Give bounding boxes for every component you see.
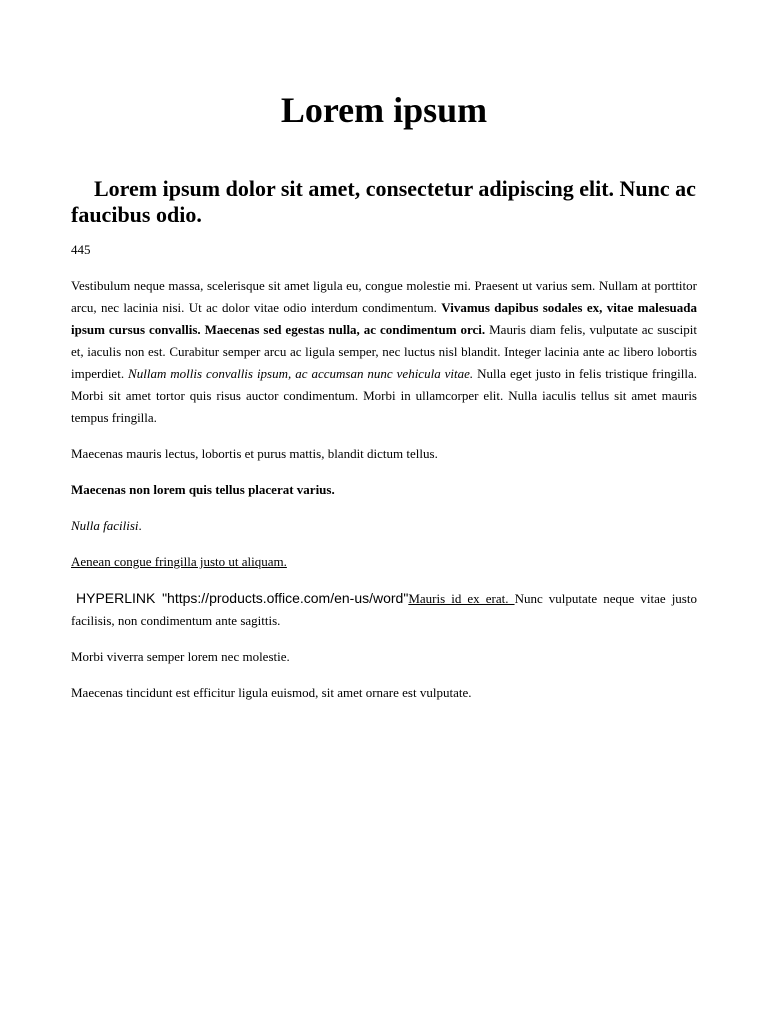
paragraph-nulla-facilisi: [71, 515, 697, 537]
bold-text: Vivamus dapibus sodales ex, vitae malesuada ipsum cursus convallis. Maecenas sed egestas nulla, ac condimentum orci.: [71, 300, 697, 337]
hyperlink-link[interactable]: Mauris id ex erat.: [408, 591, 515, 606]
paragraph-text: Nunc vulputate neque vitae justo facilisis, non condimentum ante sagittis.: [71, 591, 697, 628]
paragraph-maecenas-bold: [71, 479, 697, 501]
paragraph-text: Vestibulum neque massa, scelerisque sit amet ligula eu, congue molestie mi. Praesent ut varius sem. Nullam at porttitor arcu, nec lacinia nisi. Ut ac dolor vitae odio interdum condimentum.: [71, 278, 697, 315]
paragraph-hyperlink: [71, 587, 697, 632]
paragraph-aenean: [71, 551, 697, 573]
bold-text: Maecenas non lorem quis tellus placerat varius.: [71, 482, 335, 497]
document-heading: Lorem ipsum dolor sit amet, consectetur adipiscing elit. Nunc ac faucibus odio.: [71, 176, 696, 227]
document-title: Lorem ipsum: [280, 90, 488, 130]
paragraph-maecenas-tincidunt: Maecenas tincidunt est efficitur ligula euismod, sit amet ornare est vulputate.: [71, 685, 472, 700]
hyperlink-field-code: HYPERLINK "https://products.office.com/en-us/word": [76, 590, 409, 606]
paragraph-text: Mauris diam felis, vulputate ac suscipit et, iaculis non est. Curabitur semper arcu ac ligula semper, nec luctus nisl blandit. Integer lacinia ante ac libero lobortis imperdiet.: [71, 322, 697, 381]
italic-text: Nulla facilisi: [71, 518, 139, 533]
underlined-text: Aenean congue fringilla justo ut aliquam.: [71, 554, 287, 569]
document-page: [71, 0, 697, 704]
paragraph-text: Nulla eget justo in felis tristique fringilla. Morbi sit amet tortor quis risus auctor condimentum. Morbi in ullamcorper elit. Nulla iaculis tellus sit amet mauris tempus fringilla.: [71, 366, 698, 425]
period-text: .: [138, 518, 142, 533]
italic-text: Nullam mollis convallis ipsum, ac accumsan nunc vehicula vitae.: [128, 366, 474, 381]
paragraph-morbi: Morbi viverra semper lorem nec molestie.: [71, 649, 290, 664]
document-number: 445: [71, 242, 91, 257]
paragraph-maecenas-mauris: Maecenas mauris lectus, lobortis et purus mattis, blandit dictum tellus.: [71, 446, 438, 461]
paragraph-vestibulum: [71, 275, 697, 429]
